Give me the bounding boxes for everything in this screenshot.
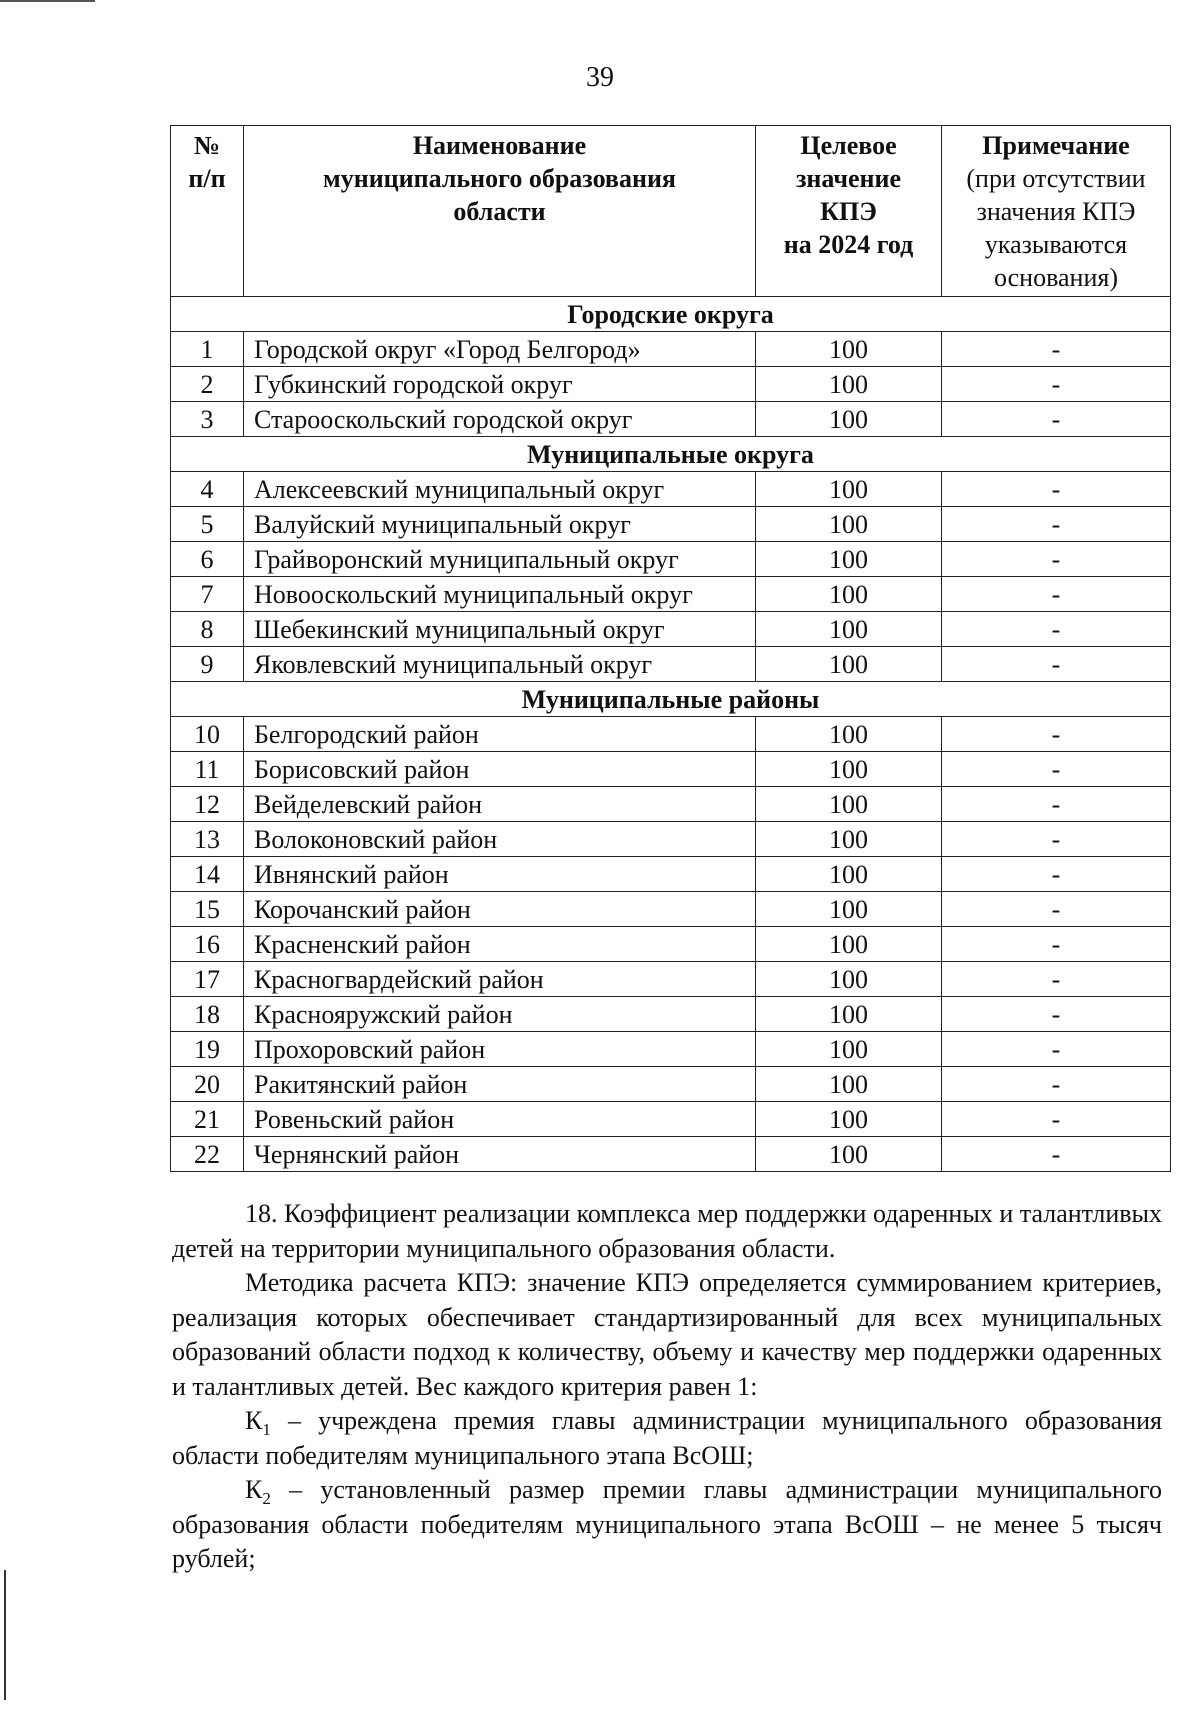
- row-name: Белгородский район: [244, 717, 756, 752]
- table-row: [171, 1067, 1171, 1102]
- header-note: [942, 126, 1171, 297]
- table-header-row: [171, 126, 1171, 297]
- header-name-line: Наименование: [412, 131, 587, 160]
- header-note-line: (при отсутствии: [966, 164, 1146, 193]
- row-value: 100: [756, 962, 942, 997]
- row-name: Прохоровский район: [244, 1032, 756, 1067]
- row-value: 100: [756, 892, 942, 927]
- row-num: 8: [171, 612, 244, 647]
- row-note: -: [942, 822, 1171, 857]
- row-name: Волоконовский район: [244, 822, 756, 857]
- table-row: [171, 717, 1171, 752]
- criterion-text: – установленный размер премии главы администрации муниципального образования области победителям муниципального этапа ВсОШ – не менее 5 тысяч рублей;: [172, 1475, 1162, 1573]
- row-name: Красногвардейский район: [244, 962, 756, 997]
- row-value: 100: [756, 472, 942, 507]
- group-title: Муниципальные районы: [171, 682, 1171, 717]
- row-value: 100: [756, 332, 942, 367]
- paragraph-methodology: Методика расчета КПЭ: значение КПЭ определяется суммированием критериев, реализация которых обеспечивает стандартизированный для всех муниципальных образований области подход к количеству, объему и качеству мер поддержки одаренных и талантливых детей. Вес каждого критерия равен 1:: [172, 1268, 1162, 1401]
- row-note: -: [942, 787, 1171, 822]
- header-value-line: КПЭ: [820, 197, 877, 226]
- header-num-line: №: [193, 131, 221, 160]
- table-row: [171, 402, 1171, 437]
- row-num: 22: [171, 1137, 244, 1172]
- table-row: [171, 1032, 1171, 1067]
- header-note-line: значения КПЭ: [976, 197, 1136, 226]
- row-note: -: [942, 367, 1171, 402]
- body-text: [172, 1197, 1162, 1577]
- kpe-table: [170, 125, 1171, 1172]
- paragraph-18: 18. Коэффициент реализации комплекса мер поддержки одаренных и талантливых детей на территории муниципального образования области.: [172, 1199, 1162, 1263]
- row-num: 17: [171, 962, 244, 997]
- table-row: [171, 822, 1171, 857]
- row-num: 4: [171, 472, 244, 507]
- table-row: [171, 577, 1171, 612]
- row-name: Вейделевский район: [244, 787, 756, 822]
- row-value: 100: [756, 857, 942, 892]
- row-name: Корочанский район: [244, 892, 756, 927]
- row-name: Красненский район: [244, 927, 756, 962]
- row-name: Городской округ «Город Белгород»: [244, 332, 756, 367]
- header-note-line: основания): [993, 263, 1119, 292]
- group-row: [171, 297, 1171, 332]
- paragraph-k2: [172, 1473, 1162, 1577]
- row-note: -: [942, 927, 1171, 962]
- row-note: -: [942, 332, 1171, 367]
- row-name: Новооскольский муниципальный округ: [244, 577, 756, 612]
- row-name: Яковлевский муниципальный округ: [244, 647, 756, 682]
- table-body: [171, 297, 1171, 1172]
- row-note: -: [942, 717, 1171, 752]
- criterion-index: 1: [262, 1420, 271, 1440]
- row-name: Старооскольский городской округ: [244, 402, 756, 437]
- table-row: [171, 507, 1171, 542]
- header-num: [171, 126, 244, 297]
- row-name: Алексеевский муниципальный округ: [244, 472, 756, 507]
- paragraph-k1: [172, 1404, 1162, 1473]
- row-num: 18: [171, 997, 244, 1032]
- criterion-index: 2: [262, 1489, 271, 1509]
- row-note: -: [942, 997, 1171, 1032]
- row-num: 11: [171, 752, 244, 787]
- row-num: 20: [171, 1067, 244, 1102]
- row-name: Шебекинский муниципальный округ: [244, 612, 756, 647]
- row-num: 2: [171, 367, 244, 402]
- row-value: 100: [756, 367, 942, 402]
- row-name: Чернянский район: [244, 1137, 756, 1172]
- row-name: Ивнянский район: [244, 857, 756, 892]
- scan-corner-mark: [0, 0, 95, 2]
- table-row: [171, 1102, 1171, 1137]
- table-row: [171, 997, 1171, 1032]
- row-note: -: [942, 542, 1171, 577]
- row-name: Краснояружский район: [244, 997, 756, 1032]
- criterion-text: – учреждена премия главы администрации муниципального образования области победителям муниципального этапа ВсОШ;: [172, 1406, 1162, 1470]
- row-value: 100: [756, 577, 942, 612]
- row-value: 100: [756, 822, 942, 857]
- row-value: 100: [756, 647, 942, 682]
- table-row: [171, 927, 1171, 962]
- row-num: 6: [171, 542, 244, 577]
- group-row: [171, 437, 1171, 472]
- page-number: 39: [586, 62, 614, 93]
- row-value: 100: [756, 752, 942, 787]
- table-row: [171, 647, 1171, 682]
- row-note: -: [942, 892, 1171, 927]
- header-name: [244, 126, 756, 297]
- header-num-line: п/п: [188, 164, 226, 193]
- group-title: Городские округа: [171, 297, 1171, 332]
- row-value: 100: [756, 542, 942, 577]
- criterion-letter: К: [245, 1406, 263, 1435]
- row-name: Валуйский муниципальный округ: [244, 507, 756, 542]
- row-note: -: [942, 577, 1171, 612]
- row-num: 1: [171, 332, 244, 367]
- table-row: [171, 472, 1171, 507]
- row-num: 10: [171, 717, 244, 752]
- row-name: Ракитянский район: [244, 1067, 756, 1102]
- row-value: 100: [756, 402, 942, 437]
- row-value: 100: [756, 612, 942, 647]
- row-num: 15: [171, 892, 244, 927]
- row-note: -: [942, 507, 1171, 542]
- header-note-title: Примечание: [982, 131, 1130, 160]
- row-value: 100: [756, 1032, 942, 1067]
- row-num: 16: [171, 927, 244, 962]
- row-num: 19: [171, 1032, 244, 1067]
- table-row: [171, 787, 1171, 822]
- row-num: 21: [171, 1102, 244, 1137]
- header-value-line: на 2024 год: [783, 230, 914, 259]
- table-row: [171, 892, 1171, 927]
- row-note: -: [942, 402, 1171, 437]
- table-row: [171, 1137, 1171, 1172]
- header-name-line: области: [453, 197, 546, 226]
- row-num: 13: [171, 822, 244, 857]
- group-title: Муниципальные округа: [171, 437, 1171, 472]
- row-num: 14: [171, 857, 244, 892]
- table-row: [171, 542, 1171, 577]
- row-value: 100: [756, 787, 942, 822]
- header-note-line: указываются: [984, 230, 1128, 259]
- row-note: -: [942, 1032, 1171, 1067]
- table-row: [171, 367, 1171, 402]
- row-note: -: [942, 612, 1171, 647]
- header-value-line: значение: [795, 164, 902, 193]
- row-name: Губкинский городской округ: [244, 367, 756, 402]
- criterion-letter: К: [245, 1475, 263, 1504]
- row-note: -: [942, 1137, 1171, 1172]
- row-note: -: [942, 1102, 1171, 1137]
- row-note: -: [942, 647, 1171, 682]
- row-value: 100: [756, 997, 942, 1032]
- row-note: -: [942, 857, 1171, 892]
- header-name-line: муниципального образования: [323, 164, 676, 193]
- header-value: [756, 126, 942, 297]
- row-name: Грайворонский муниципальный округ: [244, 542, 756, 577]
- row-num: 3: [171, 402, 244, 437]
- row-num: 7: [171, 577, 244, 612]
- row-note: -: [942, 962, 1171, 997]
- row-name: Ровеньский район: [244, 1102, 756, 1137]
- row-value: 100: [756, 1137, 942, 1172]
- group-row: [171, 682, 1171, 717]
- row-note: -: [942, 1067, 1171, 1102]
- row-note: -: [942, 752, 1171, 787]
- row-value: 100: [756, 1102, 942, 1137]
- row-value: 100: [756, 1067, 942, 1102]
- row-value: 100: [756, 507, 942, 542]
- table-row: [171, 332, 1171, 367]
- table-row: [171, 612, 1171, 647]
- row-num: 12: [171, 787, 244, 822]
- table-row: [171, 752, 1171, 787]
- row-name: Борисовский район: [244, 752, 756, 787]
- table-row: [171, 962, 1171, 997]
- row-num: 5: [171, 507, 244, 542]
- table-row: [171, 857, 1171, 892]
- row-value: 100: [756, 927, 942, 962]
- header-value-line: Целевое: [800, 131, 897, 160]
- row-value: 100: [756, 717, 942, 752]
- row-num: 9: [171, 647, 244, 682]
- row-note: -: [942, 472, 1171, 507]
- scan-margin-mark: [4, 1570, 6, 1700]
